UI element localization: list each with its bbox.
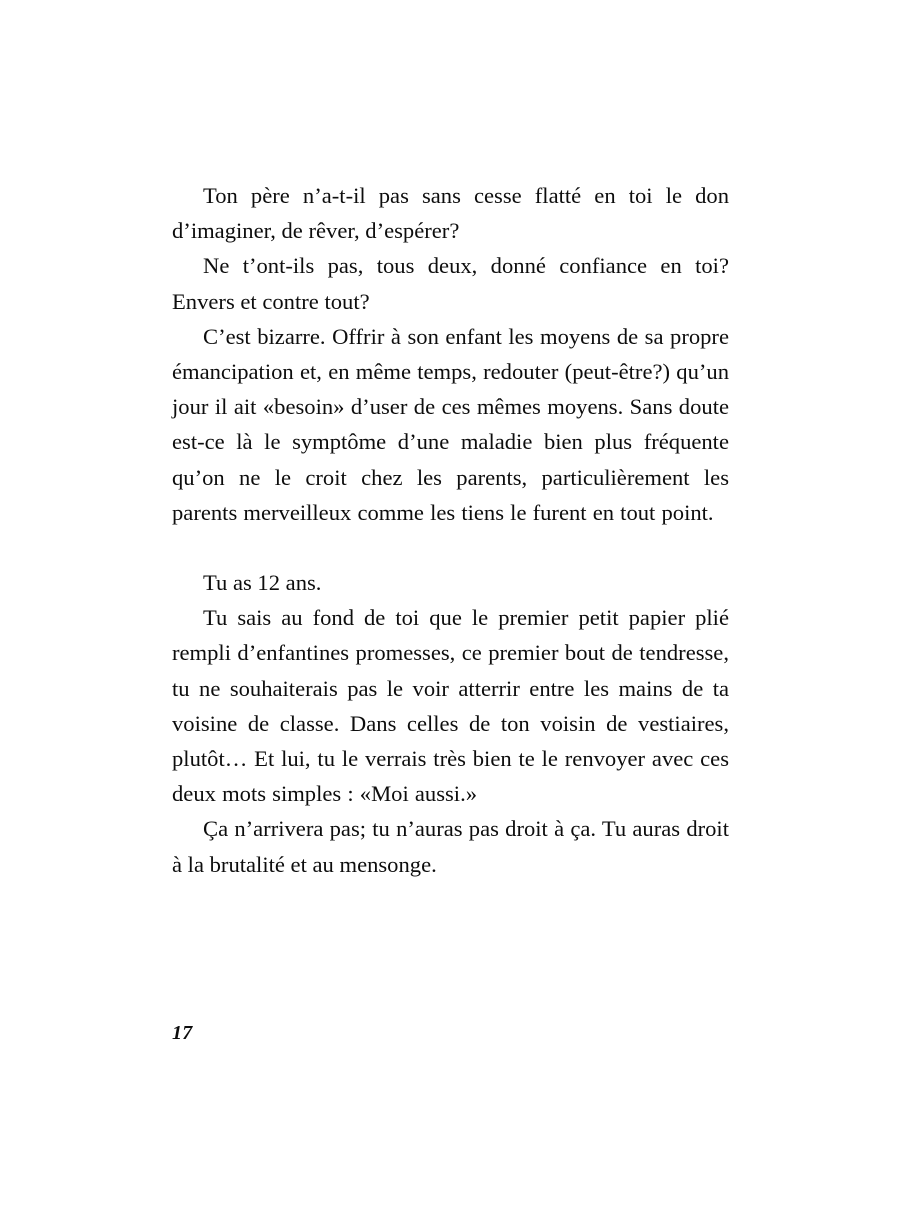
paragraph-spacer (172, 530, 729, 565)
paragraph: C’est bizarre. Offrir à son enfant les moyens de sa propre émancipation et, en même temps, redouter (peut-être?) qu’un jour il ait «besoin» d’user de ces mêmes moyens. Sans doute est-ce là le symptôme d’une maladie bien plus fréquente qu’on ne le croit chez les parents, particulièrement les parents merveilleux comme les tiens le furent en tout point. (172, 323, 729, 525)
paragraph: Ne t’ont-ils pas, tous deux, donné confiance en toi? Envers et contre tout? (172, 253, 729, 314)
page-number: 17 (172, 1022, 193, 1044)
body-text (172, 178, 729, 882)
paragraph: Ton père n’a-t-il pas sans cesse flatté en toi le don d’imaginer, de rêver, d’espérer? (172, 183, 729, 244)
paragraph: Tu as 12 ans. (203, 570, 322, 596)
paragraph: Ça n’arrivera pas; tu n’auras pas droit à ça. Tu auras droit à la brutalité et au mensonge. (172, 816, 729, 877)
paragraph: Tu sais au fond de toi que le premier petit papier plié rempli d’enfantines promesses, ce premier bout de tendresse, tu ne souhaiterais pas le voir atterrir entre les mains de ta voisine de classe. Dans celles de ton voisin de vestiaires, plutôt… Et lui, tu le verrais très bien te le renvoyer avec ces deux mots simples : «Moi aussi.» (172, 605, 729, 807)
